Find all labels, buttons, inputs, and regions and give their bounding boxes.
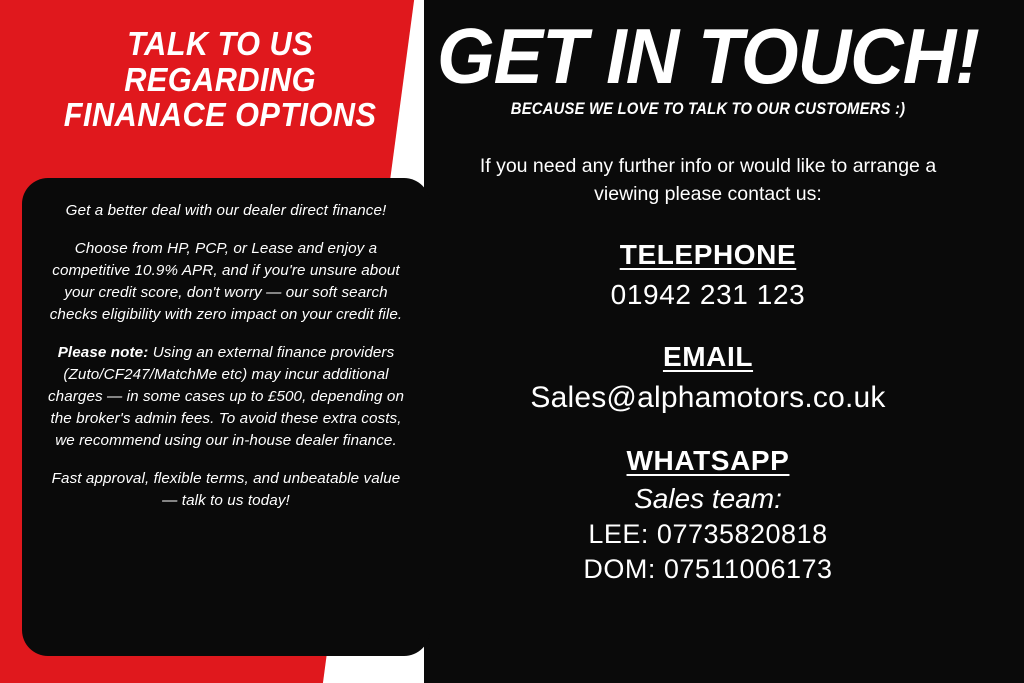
email-label: EMAIL — [662, 340, 754, 372]
email-value[interactable]: Sales@alphamotors.co.uk — [530, 380, 886, 414]
contact-intro: If you need any further info or would like to arrange a viewing please contact us: — [479, 155, 937, 206]
contact-section — [392, 0, 1024, 683]
whatsapp-dom-number[interactable]: DOM: 07511006173 — [583, 553, 833, 584]
telephone-block — [392, 239, 1024, 311]
whatsapp-lee-number[interactable]: LEE: 07735820818 — [588, 518, 828, 549]
finance-note-text: Using an external finance providers (Zuto/CF247/MatchMe etc) may incur additional charges — in some cases up to £500, depending on the broker's admin fees. To avoid these extra costs, we recommend using our in-house dealer finance. — [47, 344, 405, 450]
telephone-label: TELEPHONE — [619, 238, 797, 270]
finance-paragraph-1: Get a better deal with our dealer direct finance! — [65, 202, 387, 219]
finance-paragraph-3 — [44, 342, 408, 452]
telephone-value[interactable]: 01942 231 123 — [610, 278, 806, 310]
finance-paragraph-2: Choose from HP, PCP, or Lease and enjoy a competitive 10.9% APR, and if you're unsure about your credit score, don't worry — our soft search checks eligibility with zero impact on your credit file. — [49, 240, 403, 324]
finance-note-label: Please note: — [57, 344, 149, 362]
whatsapp-label: WHATSAPP — [626, 444, 790, 476]
finance-paragraph-4: Fast approval, flexible terms, and unbeatable value — talk to us today! — [51, 470, 401, 510]
whatsapp-block — [392, 445, 1024, 585]
email-block — [392, 341, 1024, 415]
whatsapp-team-label: Sales team: — [634, 482, 782, 514]
finance-card — [22, 178, 430, 656]
finance-heading: TALK TO US REGARDING FINANACE OPTIONS — [63, 25, 377, 134]
contact-title: GET IN TOUCH! — [436, 12, 980, 100]
contact-subtitle: BECAUSE WE LOVE TO TALK TO OUR CUSTOMERS :) — [510, 100, 906, 119]
